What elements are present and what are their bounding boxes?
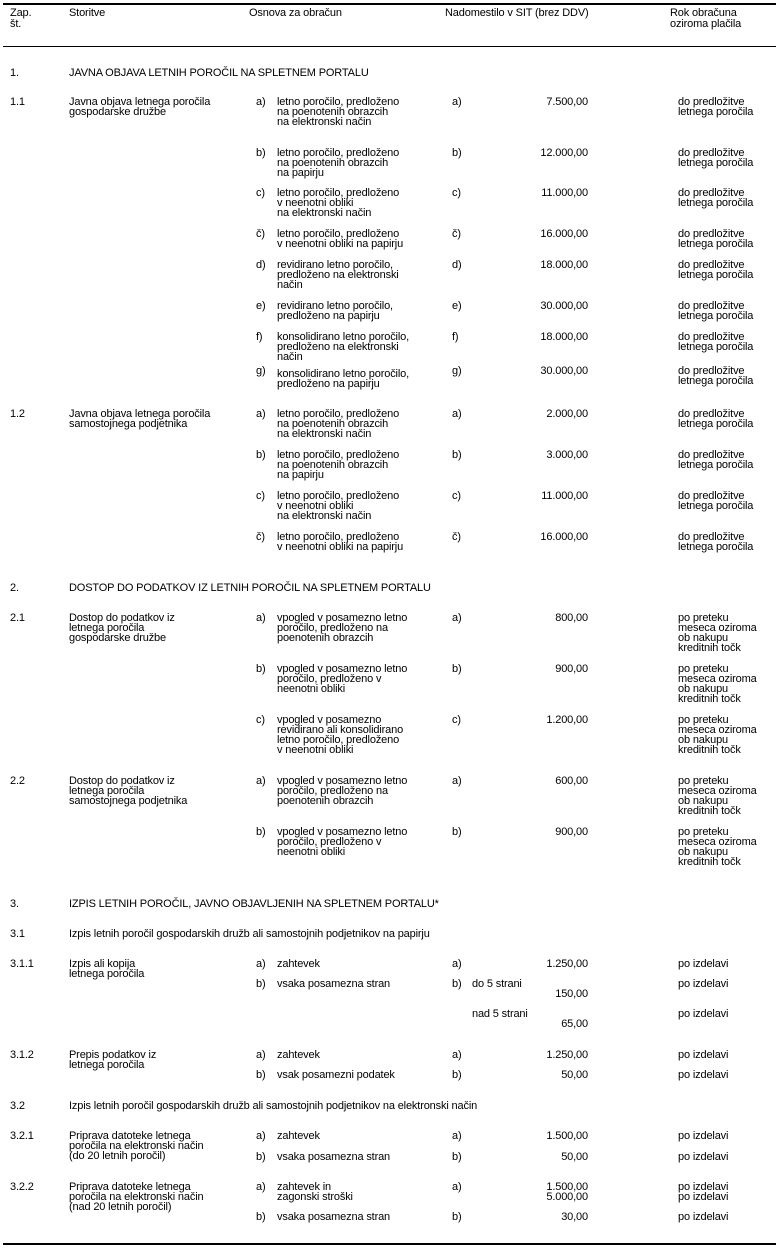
item-letter: a): [256, 775, 266, 787]
row-title: Izpis ali kopija letnega poročila: [69, 958, 145, 980]
item-term: po preteku meseca oziroma ob nakupu kreditnih točk: [678, 826, 757, 868]
item-letter-fee: b): [452, 663, 462, 675]
item-letter-fee: c): [452, 490, 461, 502]
item-amount: 1.500,00: [546, 1130, 588, 1142]
item-amount: 30,00: [561, 1211, 588, 1223]
item-letter: a): [256, 1181, 266, 1193]
item-letter-fee: b): [452, 449, 462, 461]
header-col-fee: Nadomestilo v SIT (brez DDV): [445, 7, 589, 19]
item-letter-fee: c): [452, 187, 461, 199]
item-basis: letno poročilo, predloženo v neenotni obliki na papirju: [277, 531, 404, 553]
item-term: do predložitve letnega poročila: [678, 365, 754, 387]
item-letter: c): [256, 714, 265, 726]
item-basis: letno poročilo, predloženo v neenotni obliki na elektronski način: [277, 490, 400, 522]
item-term: po izdelavi: [678, 958, 729, 970]
item-amount: 3.000,00: [546, 449, 588, 461]
item-letter: b): [256, 1151, 266, 1163]
row-title: Dostop do podatkov iz letnega poročila samostojnega podjetnika: [69, 775, 188, 807]
item-amount: 2.000,00: [546, 408, 588, 420]
item-amount: 18.000,00: [540, 259, 588, 271]
item-letter-fee: d): [452, 259, 462, 271]
item-basis: zahtevek: [277, 1049, 320, 1061]
item-term: po izdelavi: [678, 1211, 729, 1223]
item-letter: b): [256, 1211, 266, 1223]
item-term: po preteku meseca oziroma ob nakupu kreditnih točk: [678, 714, 757, 756]
header-col-number: Zap. št.: [10, 7, 32, 30]
item-letter-fee: č): [452, 531, 461, 543]
item-term: po izdelavi: [678, 1130, 729, 1142]
item-letter-fee: b): [452, 147, 462, 159]
item-amount: 900,00: [555, 826, 588, 838]
item-letter-fee: a): [452, 96, 462, 108]
item-term: do predložitve letnega poročila: [678, 300, 754, 322]
item-basis: letno poročilo, predloženo na poenotenih obrazcih na papirju: [277, 147, 400, 179]
item-amount: 1.250,00: [546, 1049, 588, 1061]
item-basis: konsolidirano letno poročilo, predloženo na elektronski način: [277, 331, 410, 363]
item-amount: 12.000,00: [540, 147, 588, 159]
item-letter: c): [256, 187, 265, 199]
item-term: po izdelavi: [678, 1049, 729, 1061]
row-number: 1.1: [10, 96, 25, 108]
row-title: Priprava datoteke letnega poročila na elektronski način (nad 20 letnih poročil): [69, 1181, 204, 1213]
item-amount: 11.000,00: [541, 187, 588, 199]
item-letter-fee: a): [452, 958, 462, 970]
item-term: po preteku meseca oziroma ob nakupu kreditnih točk: [678, 612, 757, 654]
item-letter: a): [256, 1049, 266, 1061]
header-rule: [3, 46, 776, 47]
item-letter-fee: b): [452, 1151, 462, 1163]
item-basis: zahtevek: [277, 1130, 320, 1142]
item-letter: č): [256, 531, 265, 543]
item-amount: 7.500,00: [546, 96, 588, 108]
item-letter: e): [256, 300, 266, 312]
section-title: DOSTOP DO PODATKOV IZ LETNIH POROČIL NA SPLETNEM PORTALU: [69, 582, 431, 594]
item-basis: vpogled v posamezno letno poročilo, predloženo v neenotni obliki: [277, 826, 408, 858]
item-letter: b): [256, 663, 266, 675]
item-amount: 1.250,00: [546, 958, 588, 970]
item-letter: a): [256, 96, 266, 108]
item-amount: 1.500,00 5.000,00: [546, 1181, 588, 1203]
item-letter-fee: b): [452, 978, 462, 990]
item-basis: letno poročilo, predloženo v neenotni obliki na papirju: [277, 228, 404, 250]
row-number: 2.1: [10, 612, 25, 624]
item-letter: f): [256, 331, 263, 343]
header-col-service: Storitve: [69, 7, 106, 19]
item-letter-fee: b): [452, 1069, 462, 1081]
item-letter-fee: a): [452, 408, 462, 420]
item-basis: revidirano letno poročilo, predloženo na papirju: [277, 300, 393, 322]
top-rule: [3, 3, 776, 5]
row-title: Dostop do podatkov iz letnega poročila gospodarske družbe: [69, 612, 175, 644]
item-amount: 900,00: [555, 663, 588, 675]
item-letter: a): [256, 408, 266, 420]
item-letter: č): [256, 228, 265, 240]
item-letter-fee: f): [452, 331, 459, 343]
item-basis: vsaka posamezna stran: [277, 1211, 391, 1223]
row-number: 3.2.2: [10, 1181, 34, 1193]
header-col-basis: Osnova za obračun: [249, 7, 342, 19]
item-term: do predložitve letnega poročila: [678, 408, 754, 430]
item-basis: zahtevek in zagonski stroški: [277, 1181, 353, 1203]
item-letter: b): [256, 449, 266, 461]
item-amount: 16.000,00: [540, 228, 588, 240]
row-number: 3.1.2: [10, 1049, 34, 1061]
item-amount: 30.000,00: [540, 300, 588, 312]
item-term: do predložitve letnega poročila: [678, 531, 754, 553]
item-letter: b): [256, 826, 266, 838]
item-basis: vpogled v posamezno letno poročilo, predloženo na poenotenih obrazcih: [277, 612, 408, 644]
item-term: do predložitve letnega poročila: [678, 490, 754, 512]
row-number: 3.1.1: [10, 958, 34, 970]
item-term: po izdelavi: [678, 1069, 729, 1081]
row-number: 3.2.1: [10, 1130, 34, 1142]
item-term: do predložitve letnega poročila: [678, 96, 754, 118]
item-term: po preteku meseca oziroma ob nakupu kreditnih točk: [678, 775, 757, 817]
item-basis: letno poročilo, predloženo na poenotenih obrazcih na elektronski način: [277, 96, 400, 128]
item-amount: 600,00: [555, 775, 588, 787]
item-term: do predložitve letnega poročila: [678, 259, 754, 281]
item-letter: a): [256, 1130, 266, 1142]
item-amount: 16.000,00: [540, 531, 588, 543]
item-letter: d): [256, 259, 266, 271]
subsection-number: 3.2: [10, 1100, 25, 1112]
item-letter-fee: c): [452, 714, 461, 726]
row-number: 2.2: [10, 775, 25, 787]
item-term: do predložitve letnega poročila: [678, 187, 754, 209]
item-amount: 18.000,00: [540, 331, 588, 343]
item-basis: vsaka posamezna stran: [277, 1151, 391, 1163]
item-term: po preteku meseca oziroma ob nakupu kreditnih točk: [678, 663, 757, 705]
item-basis: letno poročilo, predloženo na poenotenih obrazcih na elektronski način: [277, 408, 400, 440]
item-letter: b): [256, 147, 266, 159]
subsection-title: Izpis letnih poročil gospodarskih družb ali samostojnih podjetnikov na papirju: [69, 928, 430, 940]
item-letter: a): [256, 958, 266, 970]
item-amount: 150,00: [555, 988, 588, 1000]
row-number: 1.2: [10, 408, 25, 420]
item-basis: zahtevek: [277, 958, 320, 970]
item-amount: 65,00: [561, 1018, 588, 1030]
item-sub-label: nad 5 strani: [472, 1008, 528, 1020]
item-letter: g): [256, 365, 266, 377]
item-basis: letno poročilo, predloženo na poenotenih obrazcih na papirju: [277, 449, 400, 481]
row-title: Javna objava letnega poročila samostojnega podjetnika: [69, 408, 211, 430]
row-title: Javna objava letnega poročila gospodarske družbe: [69, 96, 211, 118]
item-basis: vpogled v posamezno letno poročilo, predloženo v neenotni obliki: [277, 663, 408, 695]
item-amount: 1.200,00: [546, 714, 588, 726]
item-letter: b): [256, 978, 266, 990]
item-letter-fee: e): [452, 300, 462, 312]
item-amount: 50,00: [561, 1069, 588, 1081]
item-letter-fee: a): [452, 1181, 462, 1193]
item-amount: 800,00: [555, 612, 588, 624]
header-col-term: Rok obračuna oziroma plačila: [670, 7, 742, 30]
bottom-rule: [3, 1243, 776, 1245]
item-sub-label: do 5 strani: [472, 978, 522, 990]
row-title: Priprava datoteke letnega poročila na elektronski način (do 20 letnih poročil): [69, 1130, 204, 1162]
section-number: 3.: [10, 898, 19, 910]
section-number: 2.: [10, 582, 19, 594]
subsection-title: Izpis letnih poročil gospodarskih družb ali samostojnih podjetnikov na elektronski način: [69, 1100, 478, 1112]
item-letter-fee: b): [452, 826, 462, 838]
item-basis: letno poročilo, predloženo v neenotni obliki na elektronski način: [277, 187, 400, 219]
item-letter-fee: č): [452, 228, 461, 240]
item-letter-fee: g): [452, 365, 462, 377]
section-title: IZPIS LETNIH POROČIL, JAVNO OBJAVLJENIH NA SPLETNEM PORTALU*: [69, 898, 439, 910]
section-title: JAVNA OBJAVA LETNIH POROČIL NA SPLETNEM PORTALU: [69, 67, 369, 79]
row-title: Prepis podatkov iz letnega poročila: [69, 1049, 157, 1071]
item-basis: vpogled v posamezno revidirano ali konsolidirano letno poročilo, predloženo v neenotni obliki: [277, 714, 404, 756]
item-term: do predložitve letnega poročila: [678, 147, 754, 169]
item-term: do predložitve letnega poročila: [678, 228, 754, 250]
item-basis: konsolidirano letno poročilo, predloženo na papirju: [277, 368, 410, 390]
item-term: po izdelavi: [678, 1151, 729, 1163]
item-term: po izdelavi: [678, 978, 729, 990]
item-letter-fee: a): [452, 1049, 462, 1061]
item-letter: a): [256, 612, 266, 624]
item-amount: 30.000,00: [540, 365, 588, 377]
item-amount: 50,00: [561, 1151, 588, 1163]
item-letter: b): [256, 1069, 266, 1081]
item-basis: revidirano letno poročilo, predloženo na elektronski način: [277, 259, 399, 291]
item-letter-fee: a): [452, 612, 462, 624]
item-basis: vpogled v posamezno letno poročilo, predloženo na poenotenih obrazcih: [277, 775, 408, 807]
item-term: do predložitve letnega poročila: [678, 331, 754, 353]
item-letter: c): [256, 490, 265, 502]
item-term: po izdelavi: [678, 1008, 729, 1020]
item-letter-fee: a): [452, 1130, 462, 1142]
item-basis: vsaka posamezna stran: [277, 978, 391, 990]
item-term: po izdelavi po izdelavi: [678, 1181, 729, 1203]
item-letter-fee: a): [452, 775, 462, 787]
item-term: do predložitve letnega poročila: [678, 449, 754, 471]
subsection-number: 3.1: [10, 928, 25, 940]
item-letter-fee: b): [452, 1211, 462, 1223]
item-basis: vsak posamezni podatek: [277, 1069, 395, 1081]
item-amount: 11.000,00: [541, 490, 588, 502]
section-number: 1.: [10, 67, 19, 79]
